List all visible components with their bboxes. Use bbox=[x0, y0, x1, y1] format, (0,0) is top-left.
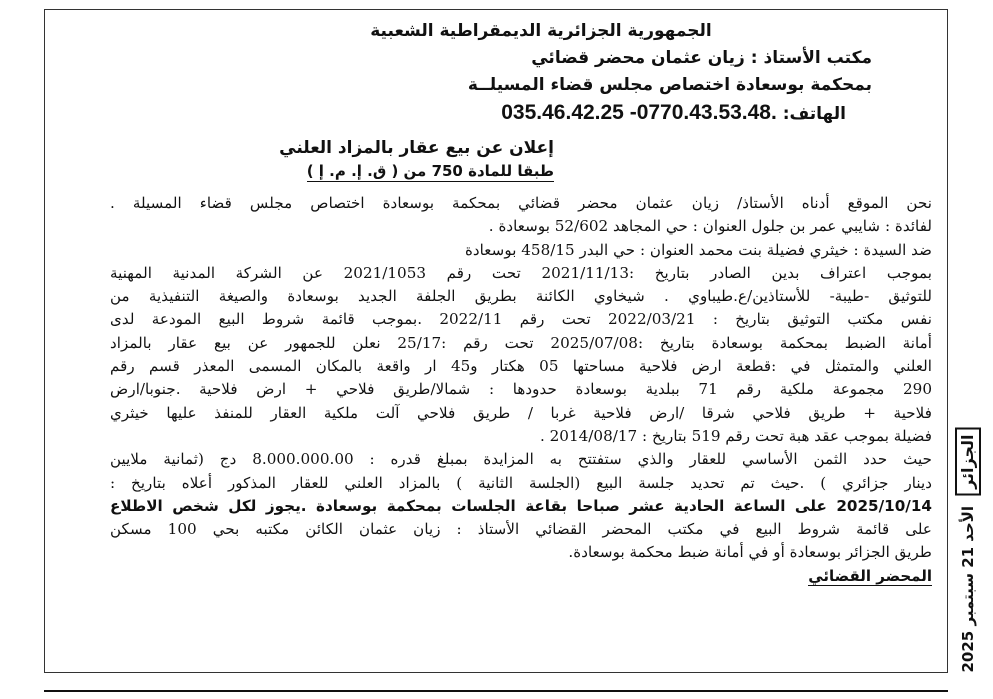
phone-line bbox=[110, 99, 932, 128]
body-line: بموجب اعتراف بدين الصادر بتاريخ :2021/11/13 تحت رقم 2021/1053 عن الشركة المدنية المهنية bbox=[110, 263, 932, 282]
office-line: مكتب الأستاذ : زيان عثمان محضر قضائي bbox=[531, 48, 872, 68]
body-line: لفائدة : شايبي عمر بن جلول العنوان : حي المجاهد 52/602 بوسعادة . bbox=[488, 217, 932, 236]
body-line: نفس مكتب التوثيق بتاريخ : 2022/03/21 تحت رقم 2022/11 .بموجب قائمة شروط البيع المودعة لدى bbox=[110, 310, 932, 329]
body-line: ضد السيدة : خيثري فضيلة بنت محمد العنوان : حي البدر 458/15 بوسعادة bbox=[464, 240, 932, 259]
republic-title: الجمهورية الجزائرية الديمقراطية الشعبية bbox=[370, 21, 712, 41]
signature-text: المحضر القضائي bbox=[808, 566, 932, 585]
body-line: طريق الجزائر بوسعادة أو في أمانة ضبط محكمة بوسعادة. bbox=[568, 543, 932, 562]
issue-date: الأحد 21 سبتمبر 2025 bbox=[959, 505, 977, 673]
body-line: دينار جزائري ) .حيث تم تحديد جلسة البيع (الجلسة الثانية ) بالمزاد العلني للعقار المذكور أعلاه بتاريخ : bbox=[110, 473, 932, 492]
body-line: على قائمة شروط البيع في مكتب المحضر القضائي الأستاذ : زيان عثمان الكائن مكتبه بحي 100 مسكن bbox=[110, 520, 932, 539]
side-text bbox=[955, 427, 981, 672]
body-line: فلاحية + طريق فلاحي شرقا /ارض فلاحية غربا / طريق فلاحي آلت ملكية العقار للمنفذ عليها خيثري bbox=[110, 403, 932, 422]
notice-title: إعلان عن بيع عقار بالمزاد العلني bbox=[279, 138, 554, 158]
bottom-rule bbox=[44, 690, 948, 692]
court-line: بمحكمة بوسعادة اختصاص مجلس قضاء المسيلــة bbox=[467, 75, 872, 95]
body-line: للتوثيق -طيبة- للأستاذين/ع.طيباوي . شيخاوي الكائنة بطريق الجلفة الجديد بوسعادة والصيغة التنفيذية من bbox=[110, 287, 932, 306]
body-line: 290 مجموعة ملكية رقم 71 ببلدية بوسعادة حدودها : شمالا/طريق فلاحي + ارض فلاحية .جنوبا/ارض bbox=[110, 380, 932, 399]
notice-subtitle-text: طبقا للمادة 750 من ( ق. إ. م. إ ) bbox=[306, 162, 554, 180]
notice-body bbox=[110, 192, 932, 588]
body-line: نحن الموقع أدناه الأستاذ/ زيان عثمان محضر قضائي بمحكمة بوسعادة اختصاص مجلس قضاء المسيلة . bbox=[110, 194, 932, 212]
signature bbox=[110, 565, 932, 588]
phone-numbers: 035.46.42.25 -0770.43.53.48. bbox=[501, 101, 777, 124]
phone-label: الهاتف: bbox=[782, 104, 846, 124]
notice-content bbox=[110, 18, 932, 588]
newspaper-brand: الجزائر bbox=[955, 427, 981, 495]
body-line: أمانة الضبط بمحكمة بوسعادة بتاريخ :2025/07/08 تحت رقم :25/17 نعلن للجمهور عن بيع عقار بالمزاد bbox=[110, 333, 932, 352]
body-line: العلني والمتمثل في :قطعة ارض فلاحية مساحتها 05 هكتار و45 ار واقعة بالمكان المسمى المعذر قسم رقم bbox=[110, 357, 932, 376]
body-line: حيث حدد الثمن الأساسي للعقار والذي ستفتتح به المزايدة بمبلغ قدره : 8.000.000.00 دج (ثمانية ملايين bbox=[110, 450, 932, 469]
notice-subtitle bbox=[110, 160, 932, 182]
newspaper-side-strip bbox=[951, 420, 985, 680]
body-line: فضيلة بموجب عقد هبة تحت رقم 519 بتاريخ : 2014/08/17 . bbox=[539, 426, 932, 445]
auction-date-line: 2025/10/14 على الساعة الحادية عشر صباحا بقاعة الجلسات بمحكمة بوسعادة .يجوز لكل شخص الاطلاع bbox=[110, 496, 932, 515]
